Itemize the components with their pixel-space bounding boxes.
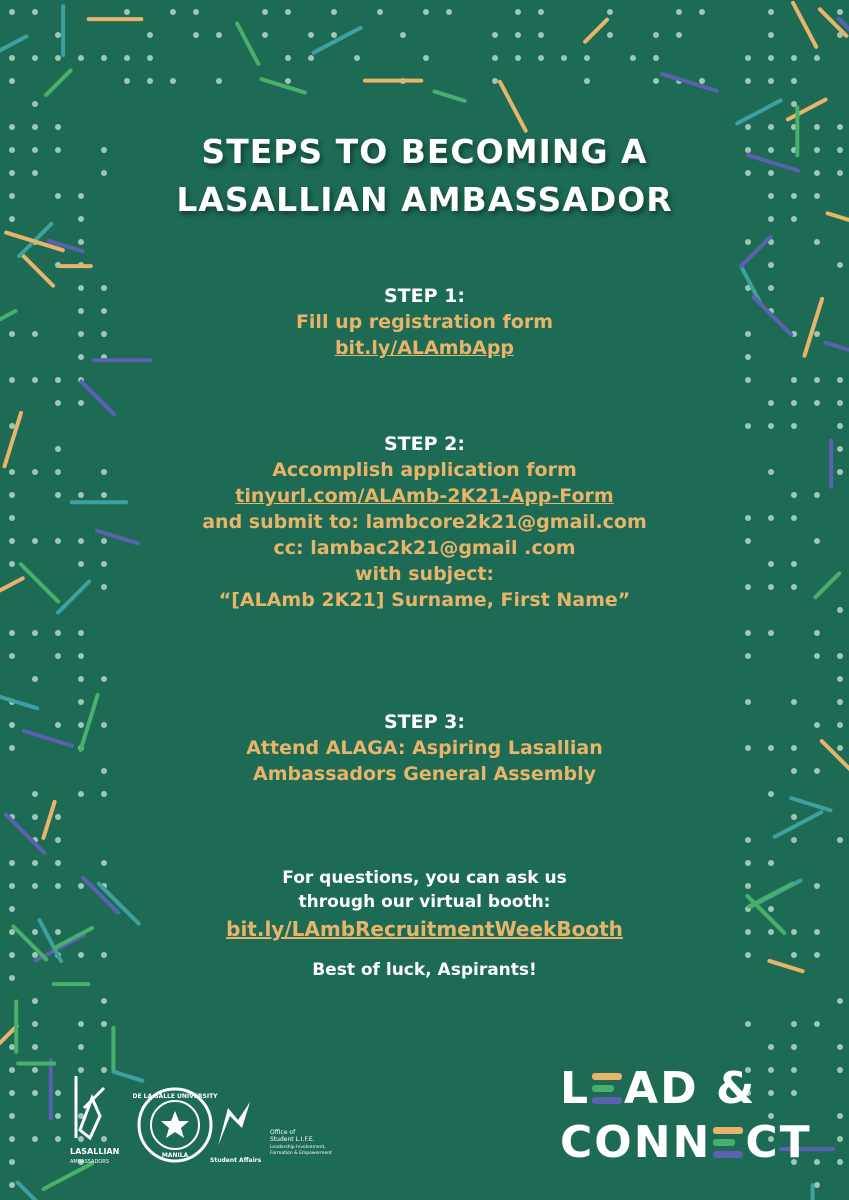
decor-dot: [216, 78, 222, 84]
decor-dot: [791, 377, 797, 383]
slife-line-4: Formation & Empowerment: [270, 1151, 332, 1156]
decor-dot: [814, 1159, 820, 1165]
step-2-subject-label: with subject:: [354, 563, 495, 585]
decor-dot: [9, 78, 15, 84]
decor-dot: [538, 32, 544, 38]
stylized-e-icon-2: [713, 1125, 743, 1159]
decor-dot: [837, 1044, 843, 1050]
decor-dot: [768, 78, 774, 84]
decor-dot: [745, 630, 751, 636]
step-1-link[interactable]: bit.ly/ALAmbApp: [334, 337, 515, 359]
decor-dot: [32, 1021, 38, 1027]
step-3-line-1: Attend ALAGA: Aspiring Lasallian: [246, 737, 603, 759]
tagline-word1-end: AD &: [624, 1063, 757, 1114]
decor-dot: [837, 9, 843, 15]
decor-dot: [101, 55, 107, 61]
decor-dot: [55, 1136, 61, 1142]
dlsu-seal-top-text: DE LA SALLE UNIVERSITY: [132, 1093, 218, 1100]
decor-dot: [124, 78, 130, 84]
decor-dot: [32, 998, 38, 1004]
decor-dot: [9, 1136, 15, 1142]
decor-dot: [768, 262, 774, 268]
decor-dot: [9, 55, 15, 61]
decor-dot: [492, 78, 498, 84]
decor-dot: [285, 55, 291, 61]
decor-dot: [768, 400, 774, 406]
decor-line: [1, 697, 37, 708]
decor-line: [434, 91, 464, 100]
decor-dot: [32, 630, 38, 636]
decor-dot: [676, 9, 682, 15]
decor-dot: [32, 55, 38, 61]
decor-dot: [837, 1113, 843, 1119]
decor-dot: [78, 400, 84, 406]
decor-dot: [32, 1067, 38, 1073]
decor-dot: [745, 377, 751, 383]
decor-dot: [791, 837, 797, 843]
decor-dot: [262, 32, 268, 38]
decor-dot: [78, 653, 84, 659]
decor-dot: [768, 32, 774, 38]
decor-dot: [745, 1021, 751, 1027]
booth-link[interactable]: bit.ly/LAmbRecruitmentWeekBooth: [226, 917, 623, 941]
step-3-heading: STEP 3:: [384, 711, 465, 733]
decor-dot: [653, 78, 659, 84]
decor-dot: [9, 1044, 15, 1050]
decor-dot: [814, 630, 820, 636]
page-title: [0, 128, 849, 224]
decor-dot: [837, 653, 843, 659]
decor-line: [775, 812, 822, 837]
decor-dot: [147, 55, 153, 61]
decor-dot: [170, 78, 176, 84]
decor-dot: [262, 9, 268, 15]
dlsu-seal-logo: [132, 1089, 218, 1161]
decor-dot: [561, 55, 567, 61]
decor-line: [81, 382, 114, 415]
decor-line: [22, 255, 53, 286]
step-2: [0, 431, 849, 613]
decor-dot: [653, 32, 659, 38]
decor-dot: [515, 32, 521, 38]
title-line-2: LASALLIAN AMBASSADOR: [176, 180, 673, 219]
decor-dot: [423, 55, 429, 61]
step-2-submit: and submit to: lambcore2k21@gmail.com: [202, 511, 647, 533]
decor-dot: [515, 9, 521, 15]
decor-dot: [768, 55, 774, 61]
decor-dot: [400, 32, 406, 38]
decor-dot: [78, 1021, 84, 1027]
decor-dot: [538, 55, 544, 61]
decor-dot: [55, 837, 61, 843]
decor-dot: [814, 239, 820, 245]
decor-dot: [308, 55, 314, 61]
decor-dot: [745, 423, 751, 429]
decor-dot: [768, 1044, 774, 1050]
step-1-text: Fill up registration form: [295, 311, 554, 333]
decor-dot: [837, 837, 843, 843]
decor-line: [793, 3, 816, 47]
decor-dot: [285, 9, 291, 15]
decor-dot: [55, 653, 61, 659]
decor-dot: [216, 32, 222, 38]
decor-dot: [55, 400, 61, 406]
decor-dot: [101, 998, 107, 1004]
step-1: [0, 283, 849, 361]
decor-dot: [193, 9, 199, 15]
decor-dot: [538, 9, 544, 15]
tagline-word2-start: CONN: [560, 1117, 712, 1168]
decor-dot: [768, 9, 774, 15]
title-line-1: STEPS TO BECOMING A: [201, 132, 648, 171]
decor-dot: [124, 55, 130, 61]
decor-dot: [837, 676, 843, 682]
decor-dot: [32, 101, 38, 107]
decor-dot: [837, 998, 843, 1004]
decor-dot: [745, 837, 751, 843]
decor-dot: [78, 55, 84, 61]
decor-dot: [32, 814, 38, 820]
decor-dot: [9, 1159, 15, 1165]
decor-dot: [55, 814, 61, 820]
decor-dot: [101, 791, 107, 797]
decor-dot: [814, 1021, 820, 1027]
step-3: [0, 709, 849, 787]
decor-dot: [78, 630, 84, 636]
decor-dot: [791, 814, 797, 820]
decor-dot: [55, 1090, 61, 1096]
questions-section: [0, 866, 849, 982]
decor-dot: [331, 9, 337, 15]
decor-dot: [630, 55, 636, 61]
decor-dot: [492, 32, 498, 38]
decor-dot: [676, 32, 682, 38]
decor-dot: [32, 1044, 38, 1050]
decor-dot: [124, 9, 130, 15]
decor-line: [18, 1182, 47, 1200]
slife-line-1: Office of: [270, 1129, 296, 1136]
step-1-heading: STEP 1:: [384, 285, 465, 307]
decor-dot: [791, 1044, 797, 1050]
decor-dot: [745, 239, 751, 245]
questions-line-2: through our virtual booth:: [298, 892, 551, 912]
decor-dot: [791, 699, 797, 705]
questions-line-1: For questions, you can ask us: [282, 868, 567, 888]
lasallian-ambassadors-logo: [70, 1076, 119, 1165]
student-life-logo: [270, 1129, 332, 1156]
decor-dot: [32, 377, 38, 383]
decor-dot: [814, 55, 820, 61]
decor-dot: [147, 32, 153, 38]
decor-dot: [768, 791, 774, 797]
decor-line: [737, 100, 780, 123]
decor-dot: [745, 78, 751, 84]
decor-dot: [515, 55, 521, 61]
decor-line: [791, 798, 830, 810]
decor-dot: [193, 32, 199, 38]
stylized-e-icon: [592, 1071, 622, 1105]
decor-line: [500, 82, 526, 131]
decor-dot: [32, 1090, 38, 1096]
decor-dot: [354, 55, 360, 61]
decor-dot: [78, 239, 84, 245]
decor-dot: [423, 9, 429, 15]
decor-dot: [745, 699, 751, 705]
decor-line: [585, 20, 607, 42]
closing-text: Best of luck, Aspirants!: [312, 960, 537, 980]
decor-line: [314, 28, 361, 53]
decor-dot: [837, 699, 843, 705]
lasallian-logo-subtext: AMBASSADORS: [70, 1159, 109, 1165]
decor-dot: [9, 630, 15, 636]
decor-dot: [791, 1021, 797, 1027]
decor-dot: [170, 9, 176, 15]
decor-dot: [584, 78, 590, 84]
decor-dot: [768, 423, 774, 429]
slife-line-3: Leadership Involvement,: [270, 1145, 326, 1150]
decor-dot: [837, 400, 843, 406]
decor-dot: [768, 630, 774, 636]
decor-dot: [101, 676, 107, 682]
step-2-link[interactable]: tinyurl.com/ALAmb-2K21-App-Form: [235, 485, 614, 507]
decor-dot: [814, 1182, 820, 1188]
decor-dot: [584, 55, 590, 61]
decor-dot: [607, 9, 613, 15]
decor-dot: [9, 1113, 15, 1119]
decor-dot: [492, 55, 498, 61]
decor-line: [46, 70, 71, 95]
decor-line: [6, 815, 44, 853]
decor-line: [262, 79, 305, 92]
decor-dot: [745, 55, 751, 61]
decor-line: [43, 802, 54, 838]
decor-dot: [78, 676, 84, 682]
decor-dot: [101, 1021, 107, 1027]
student-affairs-logo: [210, 1102, 262, 1164]
decor-dot: [837, 1159, 843, 1165]
decor-line: [662, 74, 717, 91]
decor-dot: [9, 377, 15, 383]
decor-dot: [814, 653, 820, 659]
dlsu-seal-bottom-text: MANILA: [161, 1152, 189, 1159]
decor-dot: [55, 1113, 61, 1119]
lasallian-logo-text: LASALLIAN: [70, 1147, 120, 1156]
decor-dot: [9, 1067, 15, 1073]
decor-dot: [9, 9, 15, 15]
decor-dot: [78, 1044, 84, 1050]
decor-dot: [699, 78, 705, 84]
decor-dot: [837, 423, 843, 429]
decor-dot: [791, 55, 797, 61]
decor-dot: [55, 630, 61, 636]
decor-dot: [32, 9, 38, 15]
decor-dot: [446, 9, 452, 15]
decor-dot: [78, 791, 84, 797]
decor-dot: [837, 1067, 843, 1073]
step-2-cc: cc: lambac2k21@gmail .com: [273, 537, 576, 559]
decor-dot: [791, 78, 797, 84]
decor-dot: [814, 377, 820, 383]
decor-dot: [285, 78, 291, 84]
decor-dot: [745, 653, 751, 659]
decor-dot: [55, 377, 61, 383]
decor-dot: [377, 9, 383, 15]
decor-dot: [837, 1136, 843, 1142]
decor-dot: [9, 653, 15, 659]
decor-dot: [147, 78, 153, 84]
decor-dot: [9, 1090, 15, 1096]
decor-dot: [32, 676, 38, 682]
logos-row: [70, 1068, 370, 1168]
student-affairs-text: Student Affairs: [210, 1157, 262, 1164]
decor-dot: [791, 400, 797, 406]
decor-dot: [32, 1136, 38, 1142]
step-3-line-2: Ambassadors General Assembly: [252, 763, 597, 785]
decor-line: [237, 23, 258, 63]
decor-dot: [837, 262, 843, 268]
decor-dot: [791, 423, 797, 429]
slife-line-2: Student L.I.F.E.: [270, 1136, 315, 1143]
step-2-text: Accomplish application form: [272, 459, 577, 481]
decor-dot: [9, 1182, 15, 1188]
step-2-subject: “[ALAmb 2K21] Surname, First Name”: [218, 589, 631, 611]
decor-dot: [78, 699, 84, 705]
decor-dot: [32, 791, 38, 797]
lead-and-connect-tagline: [560, 1062, 810, 1170]
decor-dot: [331, 32, 337, 38]
decor-dot: [699, 9, 705, 15]
decor-dot: [9, 423, 15, 429]
decor-dot: [653, 55, 659, 61]
step-2-heading: STEP 2:: [384, 433, 465, 455]
decor-dot: [607, 32, 613, 38]
decor-dot: [55, 32, 61, 38]
decor-dot: [308, 32, 314, 38]
decor-dot: [814, 400, 820, 406]
decor-dot: [837, 377, 843, 383]
tagline-word1-start: L: [560, 1063, 591, 1114]
decor-dot: [55, 55, 61, 61]
tagline-word2-end: CT: [745, 1117, 812, 1168]
